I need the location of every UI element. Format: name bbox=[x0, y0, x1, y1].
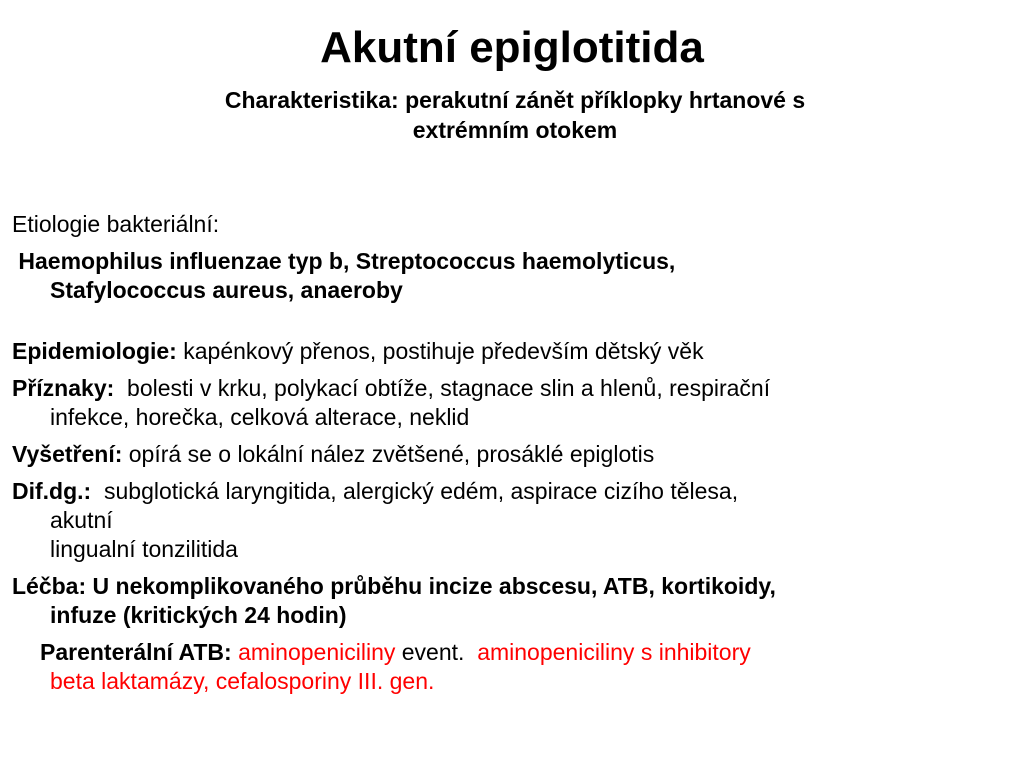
etiology-agents-line-2: Stafylococcus aureus, anaeroby bbox=[50, 277, 403, 303]
symptoms-paragraph bbox=[12, 374, 1012, 432]
parenteral-connector: event. bbox=[395, 639, 478, 665]
subtitle-line-1: Charakteristika: perakutní zánět příklopky hrtanové s bbox=[224, 87, 806, 113]
parenteral-drug-1: aminopeniciliny bbox=[231, 639, 396, 665]
etiology-agents-line-1: Haemophilus influenzae typ b, Streptococcus haemolyticus, bbox=[12, 248, 676, 274]
examination-label: Vyšetření: bbox=[12, 441, 123, 467]
symptoms-text-line-1: bolesti v krku, polykací obtíže, stagnace slin a hlenů, respirační bbox=[114, 375, 771, 401]
examination-text: opírá se o lokální nález zvětšené, prosáklé epiglotis bbox=[122, 441, 655, 467]
differential-text-line-1: subglotická laryngitida, alergický edém, aspirace cizího tělesa, bbox=[91, 478, 739, 504]
etiology-label: Etiologie bakteriální: bbox=[12, 211, 220, 237]
parenteral-drug-2-line-2: beta laktamázy, cefalosporiny III. gen. bbox=[50, 668, 435, 694]
slide-body bbox=[12, 210, 1012, 696]
subtitle-line-2: extrémním otokem bbox=[412, 117, 618, 143]
parenteral-paragraph bbox=[12, 638, 1012, 696]
treatment-paragraph bbox=[12, 572, 1012, 630]
examination-paragraph bbox=[12, 440, 1012, 469]
etiology-heading bbox=[12, 210, 1012, 239]
differential-label: Dif.dg.: bbox=[12, 478, 92, 504]
parenteral-drug-2-line-1: aminopeniciliny s inhibitory bbox=[477, 639, 751, 665]
symptoms-label: Příznaky: bbox=[12, 375, 115, 401]
epidemiology-text: kapénkový přenos, postihuje především dětský věk bbox=[176, 338, 704, 364]
parenteral-label: Parenterální ATB: bbox=[40, 639, 232, 665]
differential-text-line-2: akutní bbox=[50, 507, 113, 533]
epidemiology-label: Epidemiologie: bbox=[12, 338, 177, 364]
epidemiology-paragraph bbox=[12, 337, 1012, 366]
symptoms-text-line-2: infekce, horečka, celková alterace, neklid bbox=[50, 404, 470, 430]
slide-title: Akutní epiglotitida bbox=[320, 23, 704, 72]
differential-paragraph bbox=[12, 477, 1012, 564]
treatment-line-2: infuze (kritických 24 hodin) bbox=[50, 602, 347, 628]
slide-subtitle bbox=[130, 85, 900, 145]
etiology-agents bbox=[12, 247, 1012, 305]
differential-text-line-3: lingualní tonzilitida bbox=[50, 536, 238, 562]
treatment-line-1: Léčba: U nekomplikovaného průběhu incize abscesu, ATB, kortikoidy, bbox=[12, 573, 776, 599]
